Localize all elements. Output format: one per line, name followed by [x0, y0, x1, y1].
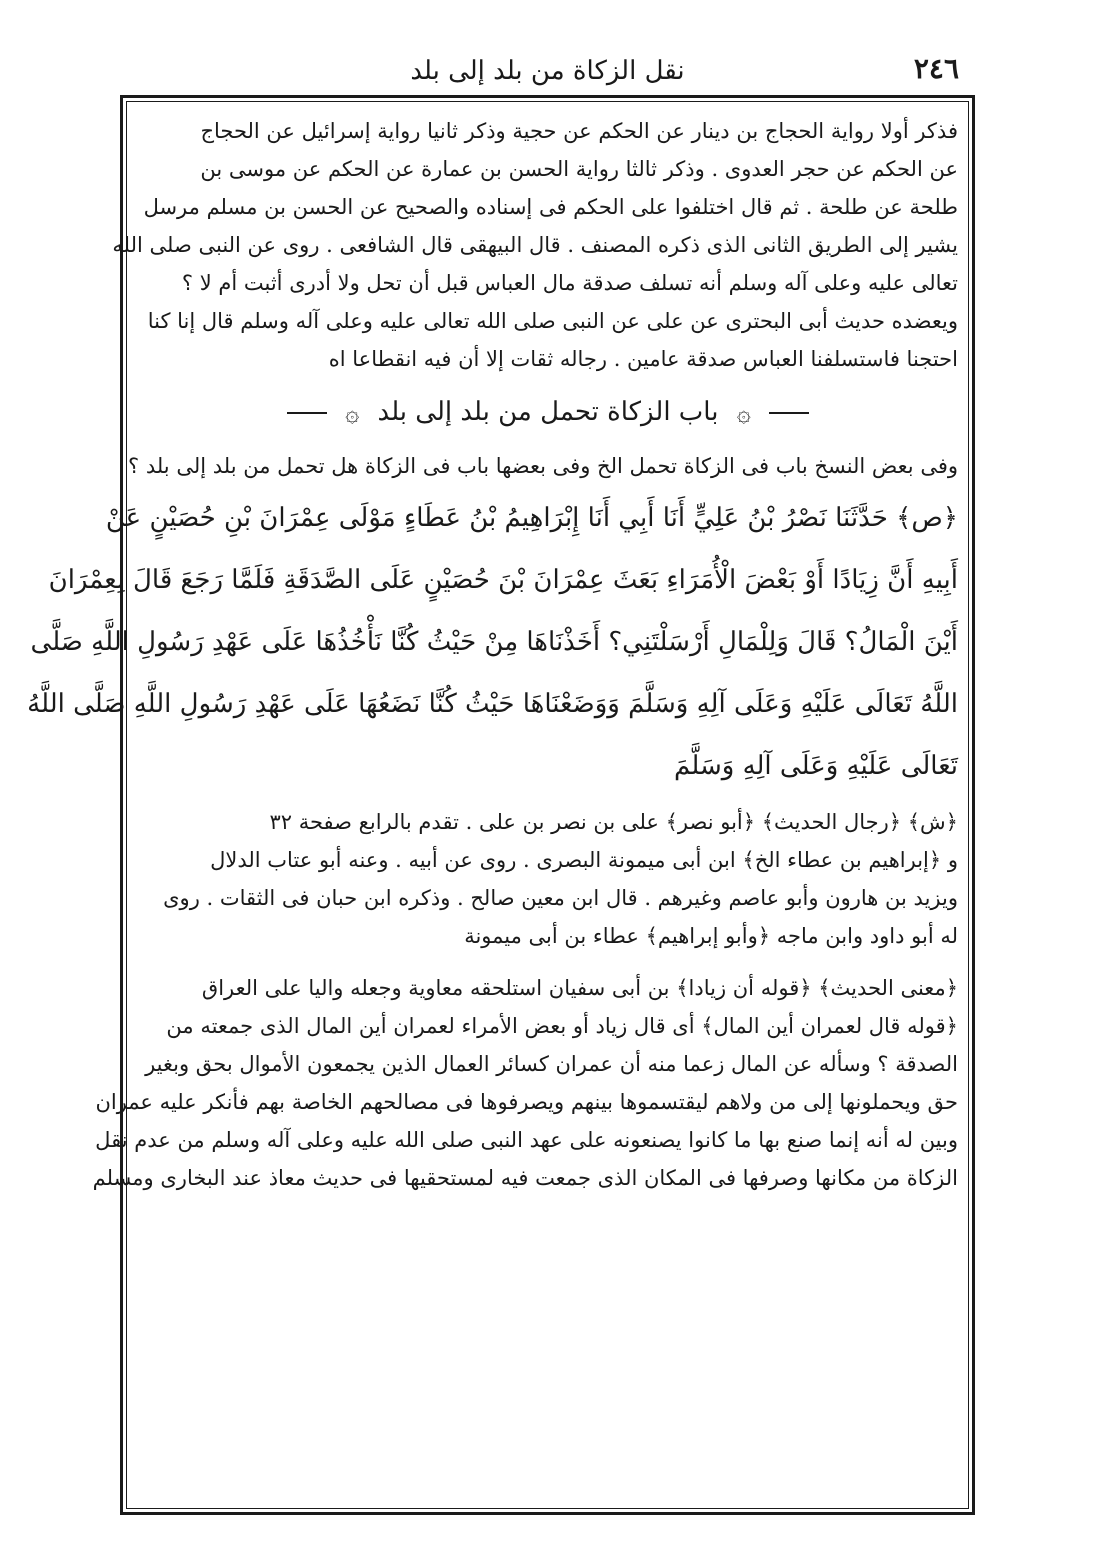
note-paragraph — [128, 447, 958, 485]
text-line: يشير إلى الطريق الثانى الذى ذكره المصنف . قال البيهقى قال الشافعى . روى عن النبى صلى الله — [112, 233, 958, 257]
hadith-line: أَبِيهِ أَنَّ زِيَادًا أَوْ بَعْضَ الْأُمَرَاءِ بَعَثَ عِمْرَانَ بْنَ حُصَيْنٍ عَلَى الصَّدَقَةِ فَلَمَّا رَجَعَ قَالَ لِعِمْرَانَ — [48, 565, 958, 595]
page-number: ٢٤٦ — [913, 52, 959, 85]
meaning-paragraph — [92, 969, 958, 1197]
text-line: الزكاة من مكانها وصرفها فى المكان الذى جمعت فيه لمستحقيها فى حديث معاذ عند البخارى ومسلم — [92, 1166, 958, 1190]
text-line: وفى بعض النسخ باب فى الزكاة تحمل الخ وفى بعضها باب فى الزكاة هل تحمل من بلد إلى بلد ؟ — [128, 454, 958, 478]
hadith-line: ﴿ص﴾ حَدَّثَنَا نَصْرُ بْنُ عَلِيٍّ أَنَا أَبِي أَنَا إِبْرَاهِيمُ بْنُ عَطَاءٍ مَوْلَى عِمْرَانَ بْنِ حُصَيْنٍ عَنْ — [105, 503, 958, 533]
text-line: تعالى عليه وعلى آله وسلم أنه تسلف صدقة مال العباس قبل أن تحل ولا أدرى أثبت أم لا ؟ — [181, 271, 958, 295]
ornament-icon: ۞ — [736, 399, 751, 427]
text-line: ﴿قوله قال لعمران أين المال﴾ أى قال زياد أو بعض الأمراء لعمران أين المال الذى جمعته من — [166, 1014, 958, 1038]
text-line: ويزيد بن هارون وأبو عاصم وغيرهم . قال ابن معين صالح . وذكره ابن حبان فى الثقات . روى — [163, 886, 958, 910]
text-line: وبين له أنه إنما صنع بها ما كانوا يصنعونه على عهد النبى صلى الله عليه وعلى آله وسلم من عدم نقل — [95, 1128, 958, 1152]
commentary-paragraph — [138, 803, 958, 955]
chapter-title: باب الزكاة تحمل من بلد إلى بلد — [377, 397, 719, 427]
text-line: فذكر أولا رواية الحجاج بن دينار عن الحكم عن حجية وذكر ثانيا رواية إسرائيل عن الحجاج — [200, 119, 958, 143]
heading-rule — [287, 412, 327, 414]
text-line: حق ويحملونها إلى من ولاهم ليقتسموها بينهم ويصرفوها فى مصالحهم الخاصة بهم فأنكر عليه عمران — [95, 1090, 958, 1114]
paragraph-gap — [138, 955, 958, 969]
heading-rule — [769, 412, 809, 414]
hadith-line: اللَّهُ تَعَالَى عَلَيْهِ وَعَلَى آلِهِ وَسَلَّمَ وَوَضَعْنَاهَا حَيْثُ كُنَّا نَضَعُهَا عَلَى عَهْدِ رَسُولِ اللَّهِ صَلَّى اللَّهُ — [27, 689, 958, 719]
text-line: الصدقة ؟ وسأله عن المال زعما منه أن عمران كسائر العمال الذين يجمعون الأموال بحق وبغير — [145, 1052, 958, 1076]
text-line: ﴿ش﴾ ﴿رجال الحديث﴾ ﴿أبو نصر﴾ على بن نصر بن على . تقدم بالرابع صفحة ٣٢ — [269, 810, 958, 834]
text-line: ويعضده حديث أبى البحترى عن على عن النبى صلى الله تعالى عليه وعلى آله وسلم قال إنا كنا — [147, 309, 958, 333]
text-line: و ﴿إبراهيم بن عطاء الخ﴾ ابن أبى ميمونة البصرى . روى عن أبيه . وعنه أبو عتاب الدلال — [210, 848, 958, 872]
text-line: له أبو داود وابن ماجه ﴿وأبو إبراهيم﴾ عطاء بن أبى ميمونة — [464, 924, 958, 948]
intro-paragraph — [112, 112, 958, 378]
text-line: عن الحكم عن حجر العدوى . وذكر ثالثا رواية الحسن بن عمارة عن الحكم عن موسى بن — [200, 157, 958, 181]
ornament-icon: ۞ — [345, 399, 360, 427]
running-title: نقل الزكاة من بلد إلى بلد — [410, 56, 685, 86]
hadith-line: تَعَالَى عَلَيْهِ وَعَلَى آلِهِ وَسَلَّمَ — [674, 751, 958, 781]
page-header — [120, 50, 975, 90]
text-line: طلحة عن طلحة . ثم قال اختلفوا على الحكم فى إسناده والصحيح عن الحسن بن مسلم مرسل — [143, 195, 958, 219]
chapter-heading — [138, 392, 958, 433]
text-line: احتجنا فاستسلفنا العباس صدقة عامين . رجاله ثقات إلا أن فيه انقطاعا اه — [328, 347, 958, 371]
page-body — [27, 112, 958, 1197]
hadith-line: أَيْنَ الْمَالُ؟ قَالَ وَلِلْمَالِ أَرْسَلْتَنِي؟ أَخَذْنَاهَا مِنْ حَيْثُ كُنَّا نَأْخُذُهَا عَلَى عَهْدِ رَسُولِ اللَّهِ صَلَّى — [30, 627, 958, 657]
hadith-text — [27, 487, 958, 797]
text-line: ﴿معنى الحديث﴾ ﴿قوله أن زيادا﴾ بن أبى سفيان استلحقه معاوية وجعله واليا على العراق — [201, 976, 958, 1000]
